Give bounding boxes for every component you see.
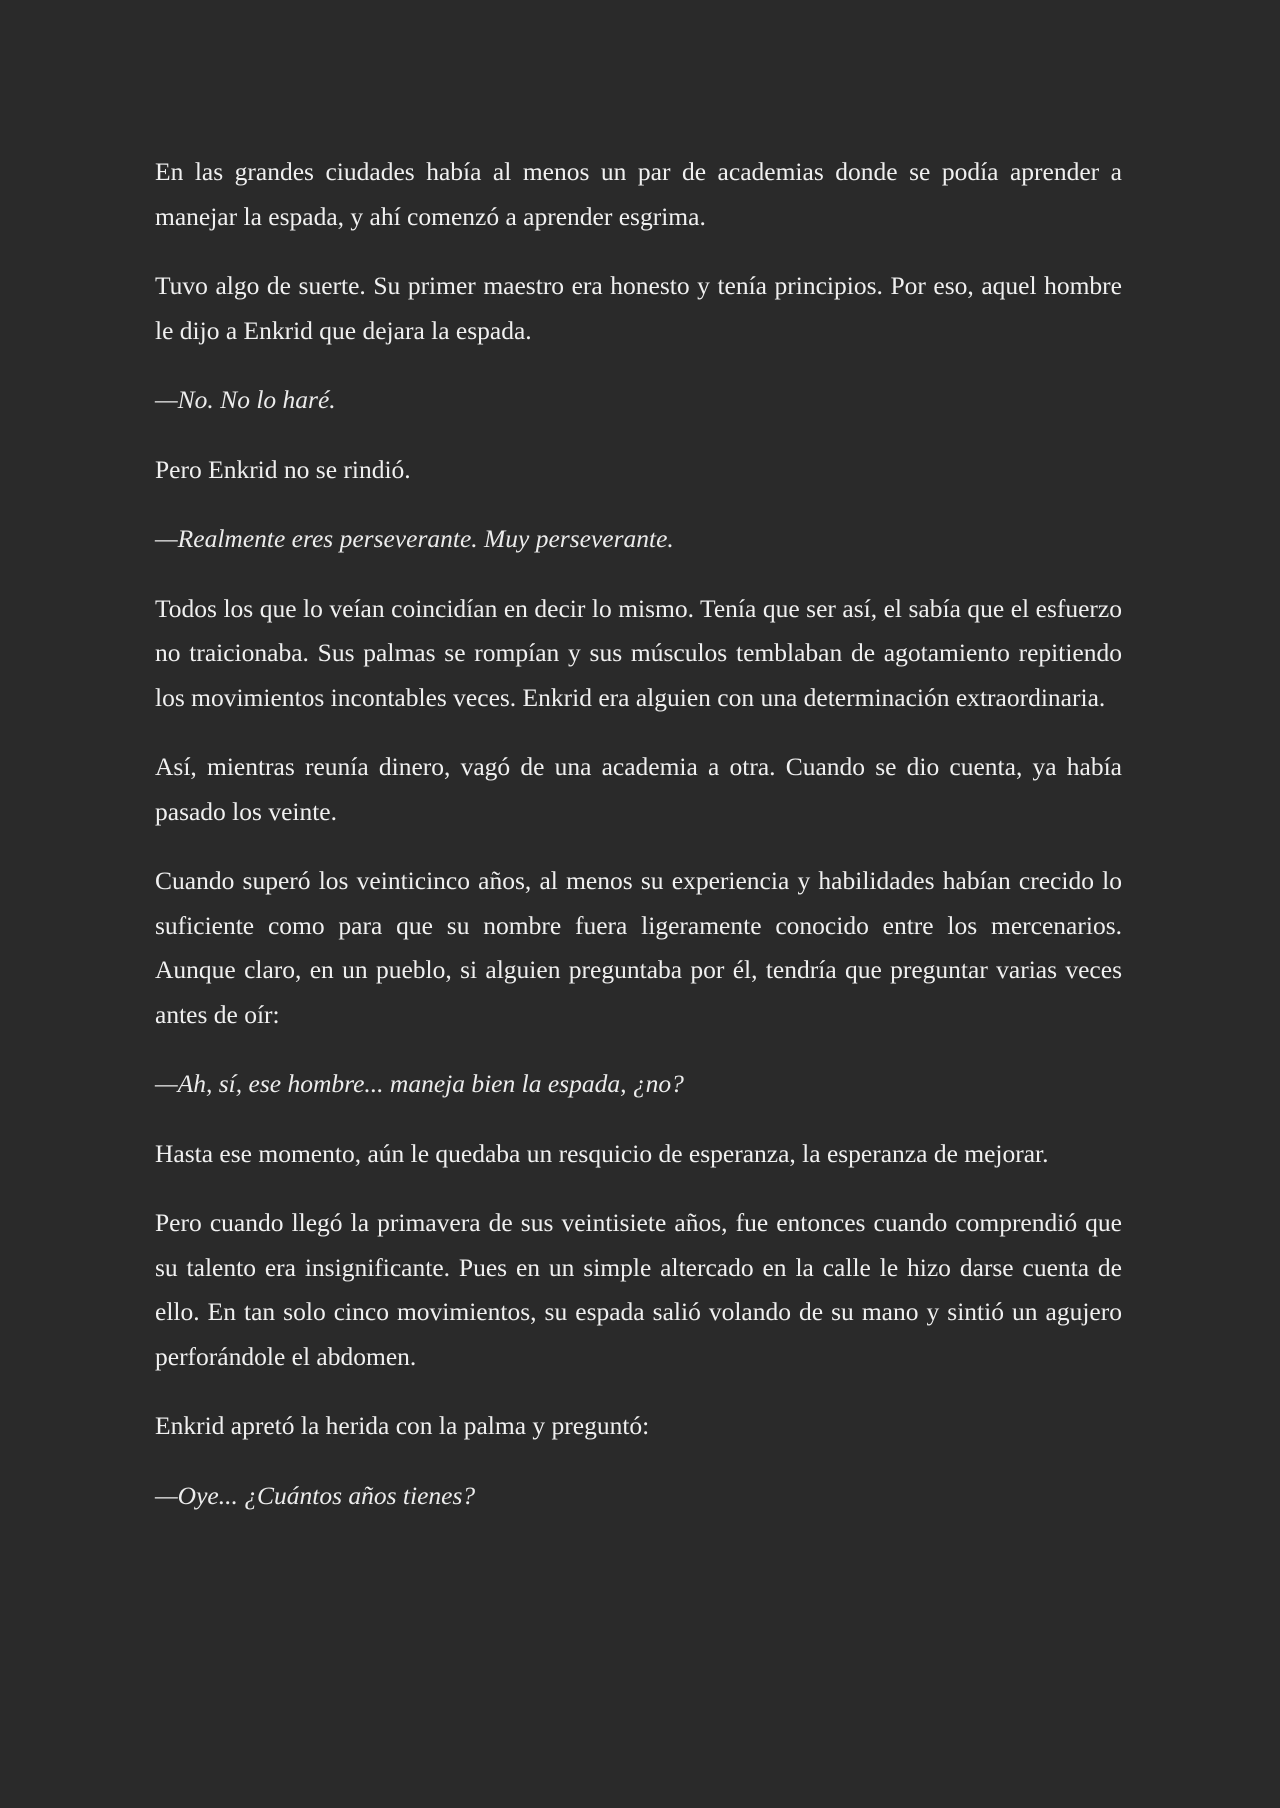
paragraph: Todos los que lo veían coincidían en decir lo mismo. Tenía que ser así, el sabía que el esfuerzo no traicionaba. Sus palmas se rompían y sus músculos temblaban de agotamiento repitiendo los movimientos incontables veces. Enkrid era alguien con una determinación extraordinaria. — [155, 593, 1122, 712]
paragraph: Pero cuando llegó la primavera de sus veintisiete años, fue entonces cuando comprendió que su talento era insignificante. Pues en un simple altercado en la calle le hizo darse cuenta de ello. En tan solo cinco movimientos, su espada salió volando de su mano y sintió un agujero perforándole el abdomen. — [155, 1208, 1122, 1371]
paragraph: Pero Enkrid no se rindió. — [155, 454, 411, 484]
paragraph: Tuvo algo de suerte. Su primer maestro era honesto y tenía principios. Por eso, aquel hombre le dijo a Enkrid que dejara la espada. — [155, 271, 1122, 345]
paragraph: En las grandes ciudades había al menos un par de academias donde se podía aprender a manejar la espada, y ahí comenzó a aprender esgrima. — [155, 157, 1122, 231]
paragraph: Así, mientras reunía dinero, vagó de una academia a otra. Cuando se dio cuenta, ya había pasado los veinte. — [155, 752, 1122, 826]
paragraph: Hasta ese momento, aún le quedaba un resquicio de esperanza, la esperanza de mejorar. — [155, 1138, 1049, 1168]
paragraph: Enkrid apretó la herida con la palma y preguntó: — [155, 1411, 650, 1440]
dialogue-line: —Realmente eres perseverante. Muy perseverante. — [155, 524, 674, 553]
dialogue-line: —Oye... ¿Cuántos años tienes? — [155, 1480, 476, 1510]
dialogue-line: —Ah, sí, ese hombre... maneja bien la espada, ¿no? — [155, 1069, 684, 1098]
dialogue-line: —No. No lo haré. — [155, 385, 336, 414]
paragraph: Cuando superó los veinticinco años, al menos su experiencia y habilidades habían crecido lo suficiente como para que su nombre fuera ligeramente conocido entre los mercenarios. Aunque claro, en un pueblo, si alguien preguntaba por él, tendría que preguntar varias veces antes de oír: — [155, 866, 1122, 1029]
chapter-text — [155, 150, 1122, 1518]
